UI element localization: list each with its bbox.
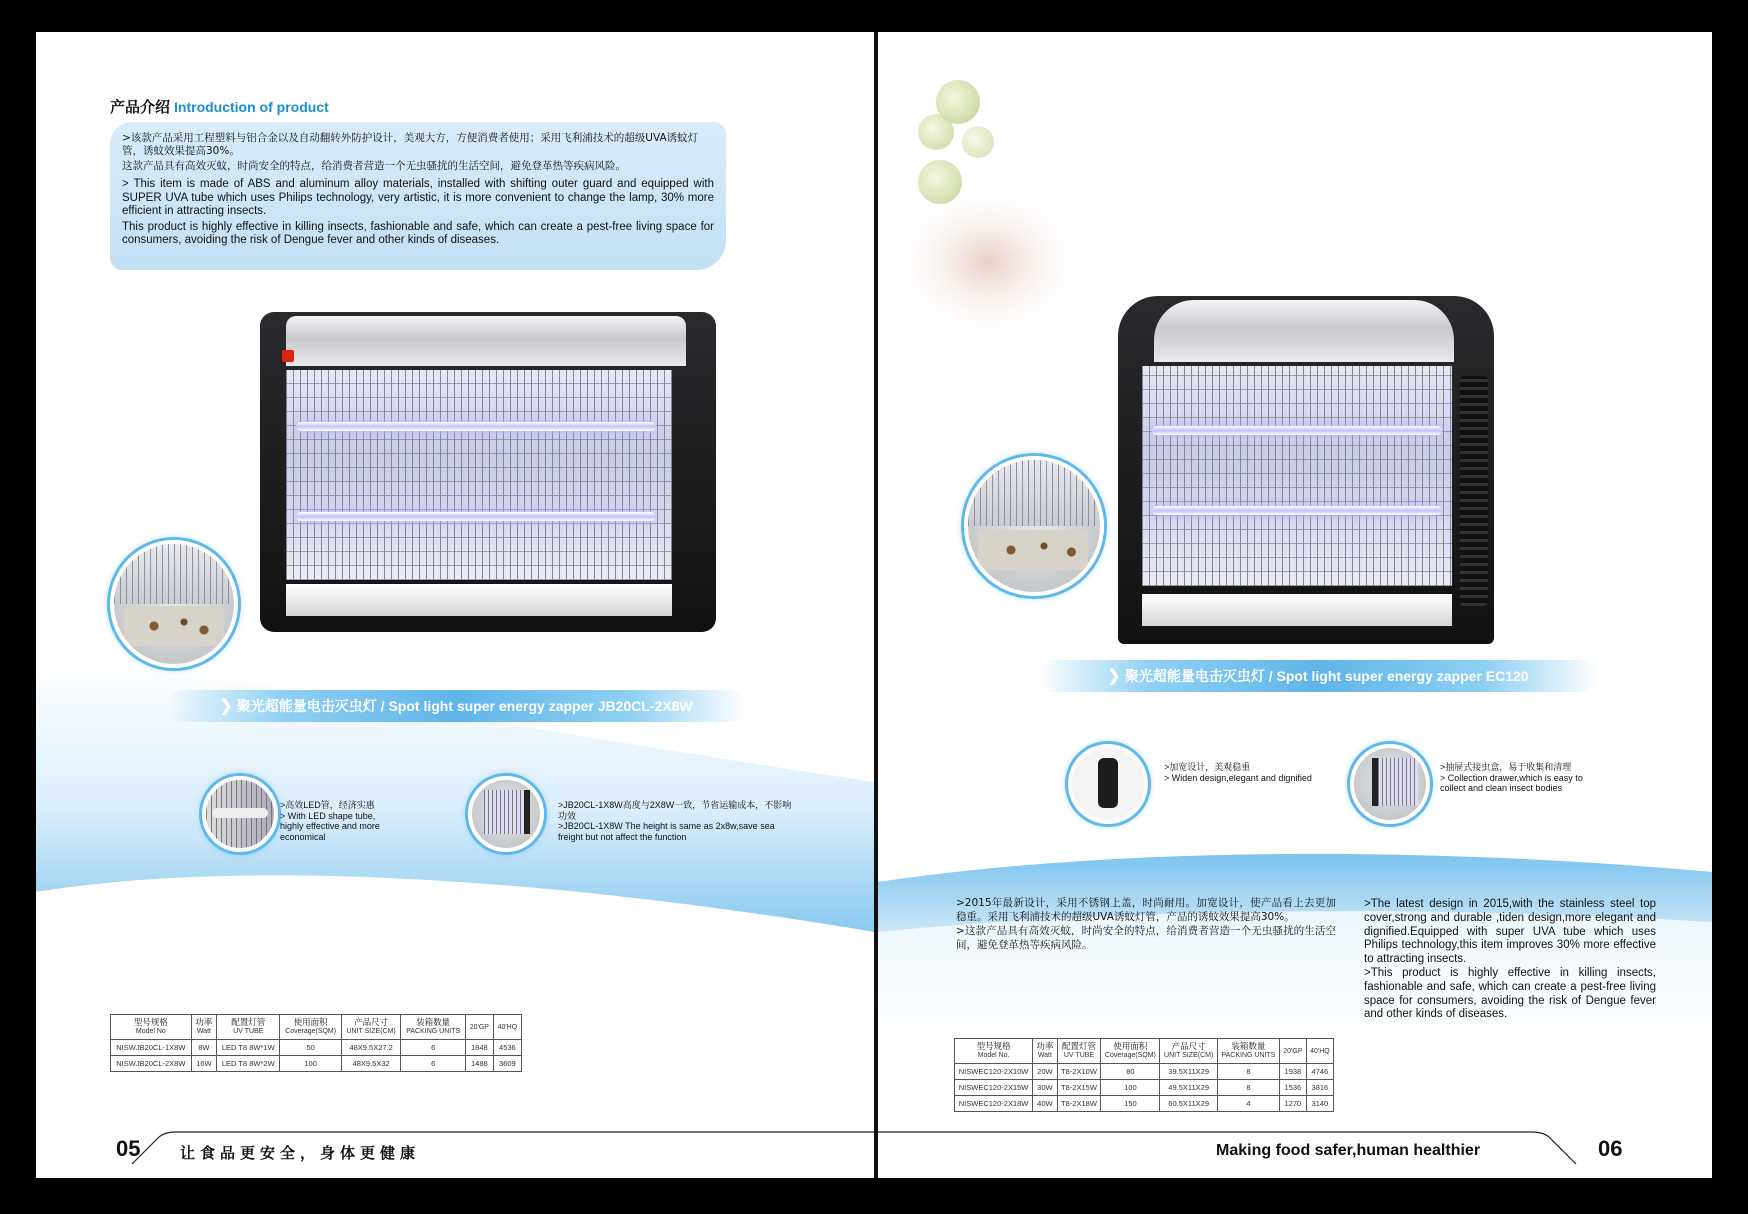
table-header-cell: 产品尺寸 UNIT SIZE(CM) — [1160, 1039, 1217, 1064]
table-cell: 50 — [280, 1040, 341, 1056]
table-header-cell: 40'HQ — [493, 1015, 521, 1040]
table-cell: 8 — [1217, 1080, 1279, 1096]
table-cell: T8-2X10W — [1057, 1064, 1101, 1080]
product-banner-ec120 — [1038, 660, 1598, 692]
table-header-cell: 20'GP — [1280, 1039, 1307, 1064]
page-number-right: 06 — [1598, 1136, 1623, 1161]
intro-zh-2: 这款产品具有高效灭蚊，时尚安全的特点，给消费者营造一个无虫骚扰的生活空间，避免登革热等疾病风险。 — [122, 160, 626, 172]
product-banner-jb20cl — [166, 690, 746, 722]
table-cell: 39.5X11X29 — [1160, 1064, 1217, 1080]
face-decoration — [888, 182, 1088, 342]
table-cell: 1270 — [1280, 1096, 1307, 1112]
table-cell: 100 — [280, 1056, 341, 1072]
table-cell: NISWJB20CL-2X8W — [111, 1056, 192, 1072]
feature-circle-led-tube — [202, 776, 278, 852]
table-header-cell: 使用面积 Coverage(SQM) — [1101, 1039, 1160, 1064]
table-cell: 6 — [401, 1056, 466, 1072]
table-cell: T8-2X18W — [1057, 1096, 1101, 1112]
table-header-cell: 40'HQ — [1306, 1039, 1333, 1064]
chevron-right-icon: ❯ — [219, 698, 233, 715]
footer-divider-left — [36, 1098, 874, 1178]
table-cell: 1488 — [465, 1056, 493, 1072]
table-row — [955, 1080, 1334, 1096]
table-cell: 30W — [1033, 1080, 1057, 1096]
intro-en-1: > This item is made of ABS and aluminum alloy materials, installed with shifting outer guard and equipped with SUPER UVA tube which uses Philips technology, very artistic, it is more convenient to change the lamp, 30% more efficient in attracting insects. — [122, 178, 714, 217]
feature-circle-collection-drawer — [1350, 744, 1430, 824]
description-en — [1364, 898, 1656, 1022]
feature-text-height: >JB20CL-1X8W高度与2X8W一致，节省运输成本，不影响功效 >JB20CL-1X8W The height is same as 2x8w,save sea freight but not affect the function — [558, 800, 792, 842]
slogan-zh: 让食品更安全，身体更健康 — [180, 1144, 421, 1162]
table-cell: 60.5X11X29 — [1160, 1096, 1217, 1112]
table-cell: 20W — [1033, 1064, 1057, 1080]
detail-circle-insects — [110, 540, 238, 668]
right-page — [878, 32, 1712, 1178]
table-cell: 4746 — [1306, 1064, 1333, 1080]
table-header-row — [111, 1015, 522, 1040]
intro-box — [110, 122, 726, 270]
table-cell: NISWEC120-2X18W — [955, 1096, 1033, 1112]
intro-zh-1: >该款产品采用工程塑料与铝合金以及自动翻转外防护设计，美观大方，方便消费者使用；采用飞利浦技术的超级UVA诱蚊灯管，诱蚊效果提高30%。 — [122, 132, 699, 157]
table-cell: 3816 — [1306, 1080, 1333, 1096]
product-banner-text: 聚光超能量电击灭虫灯 / Spot light super energy zapper JB20CL-2X8W — [236, 698, 693, 714]
description-zh-p2: >这款产品具有高效灭蚊，时尚安全的特点，给消费者营造一个无虫骚扰的生活空间，避免登革热等疾病风险。 — [956, 925, 1336, 951]
chevron-right-icon: ❯ — [1107, 668, 1121, 685]
description-en-p2: >This product is highly effective in killing insects, fashionable and safe, which can create a pest-free living space for consumers, avoiding the risk of Dengue fever and other kinds of diseases. — [1364, 966, 1656, 1021]
intro-en-2: This product is highly effective in killing insects, fashionable and safe, which can create a pest-free living space for consumers, avoiding the risk of Dengue fever and other kinds of diseases. — [122, 220, 714, 246]
product-top-cover — [286, 316, 686, 366]
table-cell: 80 — [1101, 1064, 1160, 1080]
table-header-cell: 装箱数量 PACKING UNITS — [401, 1015, 466, 1040]
description-zh — [956, 896, 1336, 952]
feature-circle-widen-design — [1068, 744, 1148, 824]
table-header-cell: 装箱数量 PACKING UNITS — [1217, 1039, 1279, 1064]
left-page — [36, 32, 874, 1178]
table-header-cell: 20'GP — [465, 1015, 493, 1040]
table-cell: 3609 — [493, 1056, 521, 1072]
table-cell: 3140 — [1306, 1096, 1333, 1112]
table-cell: 1536 — [1280, 1080, 1307, 1096]
table-cell: 48X9.5X27.2 — [341, 1040, 401, 1056]
uv-tube-bottom — [1152, 506, 1442, 515]
table-header-cell: 配置灯管 UV TUBE — [217, 1015, 280, 1040]
uv-tube-top — [1152, 426, 1442, 435]
product-grid — [286, 370, 672, 580]
table-cell: 8 — [1217, 1064, 1279, 1080]
table-cell: 4536 — [493, 1040, 521, 1056]
description-en-p1: >The latest design in 2015,with the stainless steel top cover,strong and durable ,tiden design,more elegant and dignified.Equipped with super UVA tube which uses Philips technology,this item improves 30% more effective to attracting insects. — [1364, 898, 1656, 966]
table-cell: NISWEC120-2X10W — [955, 1064, 1033, 1080]
product-grid — [1142, 366, 1452, 586]
table-cell: 8W — [191, 1040, 216, 1056]
collection-tray — [1142, 594, 1452, 626]
table-header-cell: 产品尺寸 UNIT SIZE(CM) — [341, 1015, 401, 1040]
table-header-cell: 型号规格 Model No — [111, 1015, 192, 1040]
side-vent — [1460, 376, 1488, 606]
table-cell: NISWEC120-2X15W — [955, 1080, 1033, 1096]
table-cell: 1938 — [1280, 1064, 1307, 1080]
table-cell: LED T8 8W*2W — [217, 1056, 280, 1072]
table-row — [111, 1056, 522, 1072]
description-zh-p1: >2015年最新设计，采用不锈钢上盖，时尚耐用。加宽设计，使产品看上去更加稳重。采用飞利浦技术的超级UVA诱蚊灯管，产品的诱蚊效果提高30%。 — [956, 897, 1336, 923]
table-row — [111, 1040, 522, 1056]
product-banner-text: 聚光超能量电击灭虫灯 / Spot light super energy zapper EC120 — [1124, 668, 1529, 684]
table-header-cell: 配置灯管 UV TUBE — [1057, 1039, 1101, 1064]
footer-divider-right — [878, 1098, 1712, 1178]
table-header-cell: 功率 Watt — [191, 1015, 216, 1040]
slogan-en: Making food safer,human healthier — [1216, 1142, 1481, 1159]
feature-text-led-tube: >高效LED管，经济实惠 > With LED shape tube, highly effective and more economical — [280, 800, 380, 842]
spec-table-left — [110, 1014, 522, 1072]
product-top-cover — [1154, 300, 1454, 362]
table-cell: 150 — [1101, 1096, 1160, 1112]
table-cell: 48X9.5X32 — [341, 1056, 401, 1072]
page-number-left: 05 — [116, 1136, 141, 1161]
product-image-jb20cl — [260, 312, 716, 632]
table-cell: 1848 — [465, 1040, 493, 1056]
table-row — [955, 1064, 1334, 1080]
collection-tray — [286, 584, 672, 616]
detail-circle-insects — [964, 456, 1104, 596]
section-title — [110, 96, 329, 117]
uv-tube-top — [296, 422, 656, 431]
table-header-cell: 功率 Watt — [1033, 1039, 1057, 1064]
table-cell: 16W — [191, 1056, 216, 1072]
feature-text-collection-drawer: >抽屉式接虫盒，易于收集和清理 > Collection drawer,which is easy to collect and clean insect bodies — [1440, 762, 1583, 793]
table-cell: LED T8 8W*1W — [217, 1040, 280, 1056]
table-cell: 6 — [401, 1040, 466, 1056]
table-cell: T8-2X15W — [1057, 1080, 1101, 1096]
table-header-cell: 型号规格 Model No. — [955, 1039, 1033, 1064]
product-image-ec120 — [1118, 296, 1494, 644]
table-cell: 49.5X11X29 — [1160, 1080, 1217, 1096]
table-cell: 100 — [1101, 1080, 1160, 1096]
table-cell: 40W — [1033, 1096, 1057, 1112]
table-cell: NISWJB20CL-1X8W — [111, 1040, 192, 1056]
section-title-en: Introduction of product — [174, 99, 329, 115]
feature-circle-height — [468, 776, 544, 852]
table-header-row — [955, 1039, 1334, 1064]
section-title-zh: 产品介绍 — [110, 98, 171, 116]
table-cell: 4 — [1217, 1096, 1279, 1112]
uv-tube-bottom — [296, 512, 656, 521]
power-switch-icon — [282, 350, 294, 362]
feature-text-widen-design: >加宽设计，美观稳重 > Widen design,elegant and dignified — [1164, 762, 1312, 783]
table-header-cell: 使用面积 Coverage(SQM) — [280, 1015, 341, 1040]
